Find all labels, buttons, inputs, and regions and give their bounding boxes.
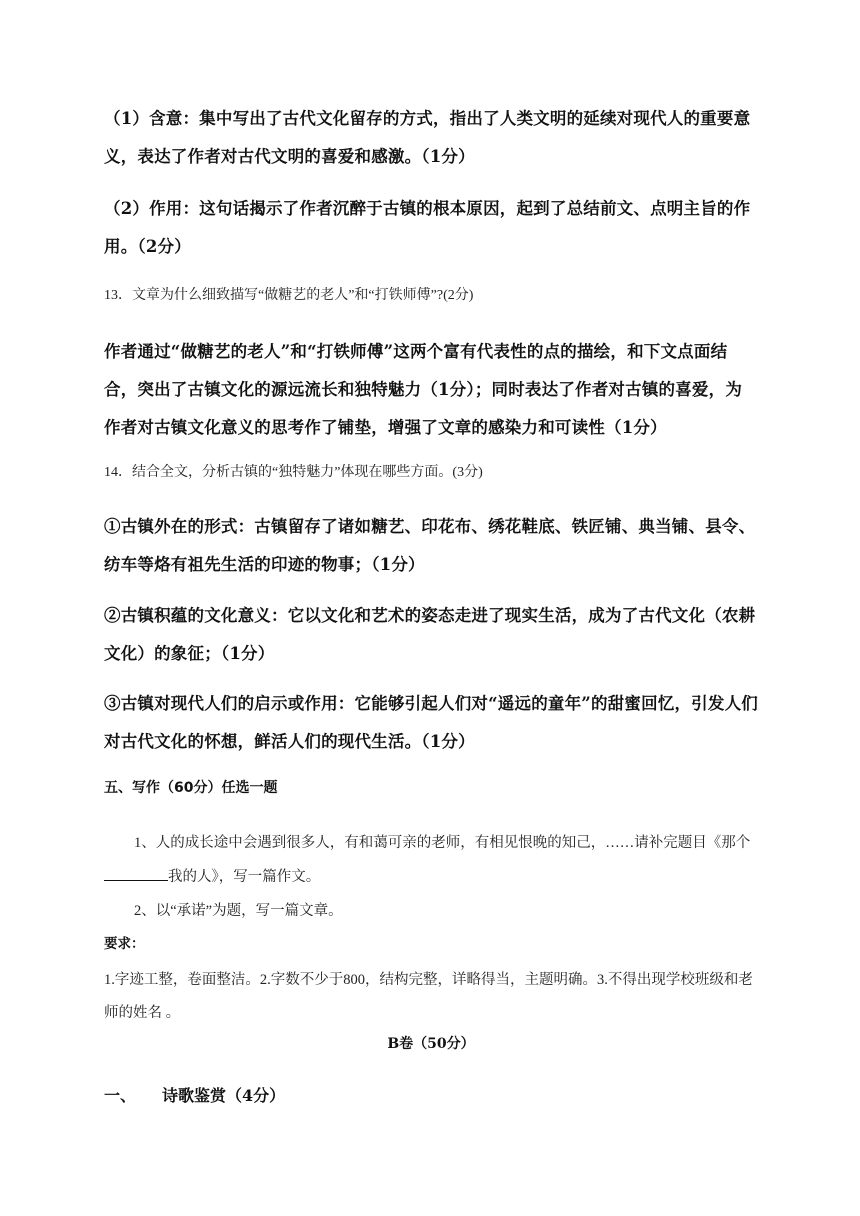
question-14: 14．结合全文，分析古镇的“独特魅力”体现在哪些方面。(3分) [104, 465, 483, 480]
answer-13: 作者通过“做糖艺的老人”和“打铁师傅”这两个富有代表性的点的描绘，和下文点面结合，突出了古镇文化的源远流长和独特魅力（1分）；同时表达了作者对古镇的喜爱，为作者对古镇文化意义的思考作了铺垫，增强了文章的感染力和可读性（1分） [104, 342, 743, 437]
answer-14-3: ③古镇对现代人们的启示或作用：它能够引起人们对“遥远的童年”的甜蜜回忆，引发人们对古代文化的怀想，鲜活人们的现代生活。（1分） [104, 694, 758, 751]
writing-heading: 五、写作（60分）任选一题 [104, 780, 278, 796]
requirements-label: 要求： [104, 936, 145, 952]
answer-14-1: ①古镇外在的形式：古镇留存了诸如糖艺、印花布、绣花鞋底、铁匠铺、典当铺、县令、纺车等烙有祖先生活的印迹的物事；（1分） [104, 517, 756, 574]
writing-topic-1-part2: 我的人》，写一篇作文。 [168, 869, 321, 885]
section-b-title: B卷（50分） [387, 1036, 475, 1052]
section-b-item-text: 诗歌鉴赏（4分） [162, 1086, 286, 1105]
answer-12-2: （2）作用：这句话揭示了作者沉醉于古镇的根本原因，起到了总结前文、点明主旨的作用。（2分） [104, 199, 751, 256]
section-b-item-number: 一、 [104, 1086, 137, 1105]
requirements-text: 1.字迹工整，卷面整洁。2.字数不少于800，结构完整，详略得当，主题明确。3.不得出现学校班级和老师的姓名 。 [104, 972, 753, 1021]
writing-topic-1-part1: 1、人的成长途中会遇到很多人，有和蔼可亲的老师，有相见恨晚的知己，……请补完题目《那个 [134, 835, 751, 851]
section-b-item [104, 1084, 758, 1108]
writing-topic-2: 2、以“承诺”为题，写一篇文章。 [134, 903, 343, 919]
question-13: 13．文章为什么细致描写“做糖艺的老人”和“打铁师傅”?(2分) [104, 288, 474, 303]
answer-12-1: （1）含意：集中写出了古代文化留存的方式，指出了人类文明的延续对现代人的重要意义，表达了作者对古代文明的喜爱和感激。（1分） [104, 109, 751, 166]
fill-in-blank [104, 866, 168, 881]
writing-topic-1 [104, 826, 758, 894]
answer-14-2: ②古镇积蕴的文化意义：它以文化和艺术的姿态走进了现实生活，成为了古代文化（农耕文化）的象征；（1分） [104, 606, 756, 663]
